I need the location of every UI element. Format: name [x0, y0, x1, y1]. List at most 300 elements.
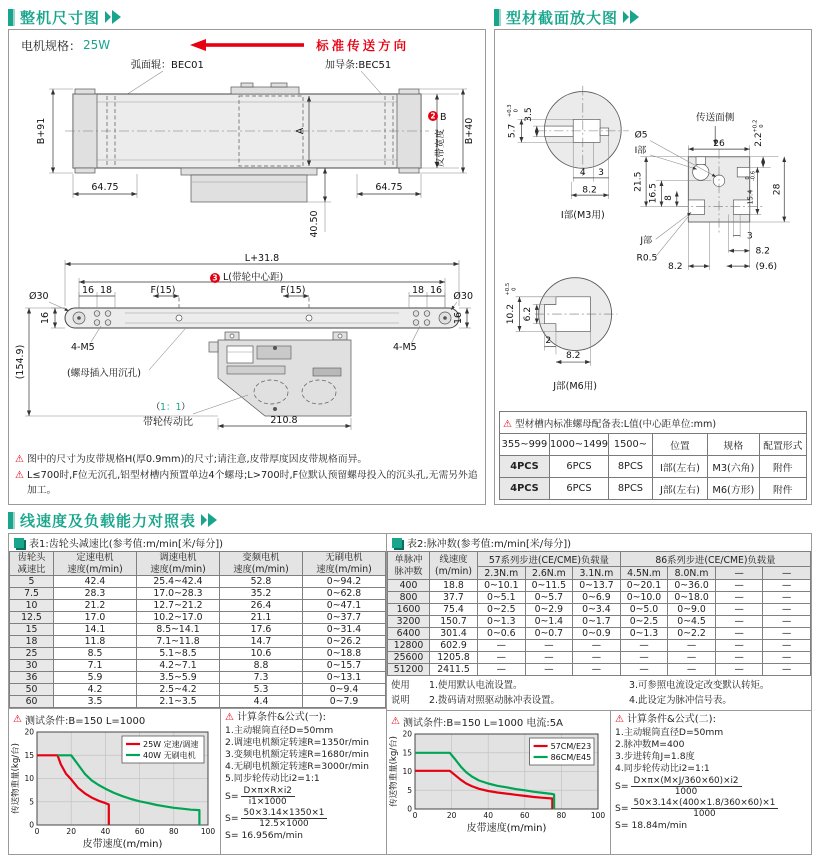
- cell: —: [668, 640, 716, 652]
- svg-text:5: 5: [407, 785, 412, 795]
- cell: 75.4: [430, 604, 478, 616]
- detail-j-label: J部(M6用): [553, 380, 598, 392]
- section-title-overall: 整机尺寸图: [20, 8, 101, 27]
- cell: —: [763, 604, 811, 616]
- tolerance-label: +0.2: [752, 119, 759, 133]
- dim-label: Ø30: [453, 291, 473, 302]
- cell: 0~47.1: [303, 600, 386, 612]
- formula-result: S= 18.84m/min: [615, 820, 688, 832]
- dim-label: R0.5: [636, 253, 658, 264]
- column-header: 配置形式: [759, 434, 806, 456]
- usage-label: 说明: [391, 695, 410, 707]
- cell: 1205.8: [430, 652, 478, 664]
- dim-label: F(15): [150, 285, 176, 296]
- cell: —: [478, 652, 526, 664]
- dim-label: 15.4: [746, 189, 755, 205]
- cell: 0~20.1: [620, 580, 668, 592]
- nut-provision-table: [499, 411, 807, 500]
- table-row: [388, 640, 811, 652]
- section-bar: [8, 512, 13, 529]
- svg-text:15: 15: [402, 748, 412, 758]
- usage-note: 1.使用默认电流设置。: [429, 680, 523, 691]
- dim-label: 64.75: [375, 182, 403, 193]
- cell: 0~5.1: [478, 592, 526, 604]
- dim-label: 16: [453, 311, 464, 325]
- pulley-ratio-value: 1：1: [160, 402, 182, 413]
- svg-text:20: 20: [24, 727, 34, 737]
- chart-svg: [389, 729, 605, 833]
- svg-text:80: 80: [169, 827, 179, 837]
- dimension-lines: [65, 253, 459, 310]
- cell: 36: [10, 672, 54, 684]
- column-header: 单脉冲 脉冲数: [388, 552, 430, 580]
- calc-line: 4.无刷电机额定转速R=3000r/min: [225, 761, 369, 773]
- motor-spec-value: 25W: [83, 38, 111, 52]
- dim-label: 2: [545, 335, 552, 346]
- dim-label: 3: [598, 168, 604, 178]
- dim-label: 4: [579, 168, 586, 178]
- tolerance-label: +0.3: [506, 104, 513, 118]
- cell: 11.8: [54, 636, 137, 648]
- guide-label: 加导条:BEC51: [325, 60, 392, 71]
- svg-text:40: 40: [483, 811, 493, 821]
- svg-text:0: 0: [34, 827, 40, 837]
- dim-label: 8.2: [582, 185, 597, 196]
- calc-line: 4.同步轮传动比i2=1:1: [615, 762, 710, 774]
- cell: 42.4: [54, 576, 137, 588]
- table1-caption: 表1:齿轮头减速比(参考值:m/min[米/每分]): [9, 534, 386, 551]
- column-header: —: [763, 567, 811, 580]
- cell: —: [715, 604, 763, 616]
- profile-drawing-box: [494, 29, 812, 505]
- table1-column: [9, 534, 387, 854]
- column-header: 1000~1499: [549, 434, 608, 456]
- cell: I部(左右): [652, 456, 707, 478]
- column-header: 1500~: [609, 434, 653, 456]
- cell: 4.4: [220, 696, 303, 708]
- pulley-ratio-label: 带轮传动比: [143, 417, 193, 428]
- gear-ratio-table: [9, 551, 386, 708]
- top-row: [8, 5, 812, 505]
- nut-table-body: [500, 456, 807, 500]
- tolerance-label: 0: [759, 124, 766, 128]
- svg-text:20: 20: [446, 811, 457, 821]
- usage-notes: [387, 676, 811, 710]
- column-header: 无刷电机 速度(m/min): [303, 552, 386, 576]
- calc-line: 1.主动辊筒直径D=50mm: [225, 725, 334, 737]
- usage-label: 使用: [391, 680, 410, 691]
- part-j-label: J部: [640, 236, 653, 247]
- formula: S= $\frac{50\times 3.14\times(400\times 1.8/360\times 60)\times 1}{1000}$: [615, 798, 807, 819]
- dim-label: 8.2: [668, 262, 683, 272]
- column-header: 3.1N.m: [573, 567, 621, 580]
- warning-icon: ⚠: [615, 714, 624, 726]
- motor-spec-row: [13, 34, 481, 56]
- cell: 28.3: [54, 588, 137, 600]
- cell: 0~11.5: [525, 580, 573, 592]
- svg-text:40W 无刷电机: 40W 无刷电机: [143, 751, 196, 761]
- dim-label: 16.5: [648, 183, 659, 204]
- dim-label: B: [440, 112, 447, 123]
- cell: —: [715, 664, 763, 676]
- dim-label: 18: [411, 285, 425, 296]
- cell: —: [620, 664, 668, 676]
- double-arrow-icon: [201, 513, 218, 527]
- dim-label: 8.2: [755, 246, 770, 257]
- double-arrow-icon: [623, 10, 640, 24]
- cell: 51200: [388, 664, 430, 676]
- table-row: [500, 456, 807, 478]
- cell: 0~0.7: [525, 628, 573, 640]
- cell: —: [620, 640, 668, 652]
- dim-label: 10.2: [505, 303, 516, 325]
- column-header: —: [715, 567, 763, 580]
- dim-label: 3.5: [524, 107, 535, 122]
- cell: 25: [10, 648, 54, 660]
- overall-drawing-box: [8, 29, 486, 505]
- cell: —: [573, 640, 621, 652]
- cell: 21.1: [220, 612, 303, 624]
- cell: 5: [10, 576, 54, 588]
- cell: —: [525, 664, 573, 676]
- belt-width-label: 皮带宽度: [435, 128, 446, 168]
- cell: 50: [10, 684, 54, 696]
- dim-label: ）: [181, 402, 191, 413]
- profile-cross-section-drawing: [499, 34, 799, 410]
- table2-caption: 表2:脉冲数(参考值:m/min[米/每分]): [387, 534, 811, 551]
- cell: 18: [10, 636, 54, 648]
- cell: 7.3: [220, 672, 303, 684]
- cell: 602.9: [430, 640, 478, 652]
- load-capacity-chart-2: [389, 729, 608, 837]
- cell: 6PCS: [549, 478, 608, 500]
- svg-text:皮带速度(m/min): 皮带速度(m/min): [82, 839, 163, 850]
- svg-text:15: 15: [24, 750, 34, 760]
- dim-label: 40.50: [309, 210, 320, 238]
- cell: M6(方形): [708, 478, 760, 500]
- cell: —: [763, 664, 811, 676]
- dim-label: （: [151, 402, 161, 413]
- profile-section: [494, 5, 812, 505]
- test-condition-2: ⚠ 测试条件:B=150 L=1000 电流:5A: [391, 715, 563, 729]
- cell: 0~15.7: [303, 660, 386, 672]
- cell: —: [715, 592, 763, 604]
- table-row: [10, 624, 386, 636]
- cell: 14.7: [220, 636, 303, 648]
- svg-text:5: 5: [29, 797, 34, 807]
- speed-load-box: [8, 533, 812, 855]
- cell: 301.4: [430, 628, 478, 640]
- table-row: [10, 600, 386, 612]
- table-row: [388, 592, 811, 604]
- dim-label: 16: [81, 285, 95, 296]
- conveyor-side-view-drawing: [13, 252, 475, 438]
- cell: 0~18.8: [303, 648, 386, 660]
- tolerance-label: 0: [511, 287, 518, 291]
- chart2-cell: [387, 711, 611, 854]
- cell: 0~1.7: [573, 616, 621, 628]
- cell: —: [573, 652, 621, 664]
- cell: 0~2.5: [478, 604, 526, 616]
- dim-label: 21.5: [633, 171, 644, 192]
- dim-label: 210.8: [270, 415, 298, 426]
- badge-number: 2: [430, 111, 436, 121]
- dim-label: (154.9): [15, 344, 26, 380]
- cell: —: [478, 640, 526, 652]
- pulse-table: [387, 551, 811, 676]
- table-row: [10, 696, 386, 708]
- dim-label: 18: [99, 285, 113, 296]
- dim-label: B+40: [464, 117, 475, 145]
- svg-text:60: 60: [520, 811, 530, 821]
- left-bottom-row: [9, 708, 386, 855]
- warning-icon: ⚠: [391, 715, 400, 727]
- table-row: [10, 660, 386, 672]
- cell: 30: [10, 660, 54, 672]
- cell: 0~26.2: [303, 636, 386, 648]
- cell: 8.5: [54, 648, 137, 660]
- note-text: 图中的尺寸为皮带规格H(厚0.9mm)的尺寸;请注意,皮带厚度因皮带规格而异。: [26, 454, 368, 466]
- dim-label: B+91: [36, 117, 47, 145]
- cell: 0~4.5: [668, 616, 716, 628]
- cell: —: [715, 652, 763, 664]
- dim-label: 8: [664, 195, 675, 201]
- cell: 8PCS: [609, 456, 653, 478]
- cell: 0~3.4: [573, 604, 621, 616]
- table-row: [10, 648, 386, 660]
- cell: M3(六角): [708, 456, 760, 478]
- table-row: [388, 616, 811, 628]
- table-row: [388, 580, 811, 592]
- note-text: L≤700时,F位无沉孔,铝型材槽内预置单边4个螺母;L>700时,F位默认预留螺母投入的沉头孔,无需另外追加工。: [26, 469, 478, 496]
- section-bar: [8, 9, 13, 26]
- cell: 5.3: [220, 684, 303, 696]
- warning-icon: ⚠: [225, 712, 234, 724]
- cell: 4.2: [54, 684, 137, 696]
- calc-formula-1: [221, 709, 386, 855]
- column-header: 变频电机 速度(m/min): [220, 552, 303, 576]
- svg-text:100: 100: [200, 827, 215, 837]
- cell: —: [573, 664, 621, 676]
- svg-text:10: 10: [24, 774, 34, 784]
- cell: 3200: [388, 616, 430, 628]
- detail-i-label: I部(M3用): [560, 210, 605, 222]
- cell: J部(左右): [652, 478, 707, 500]
- tolerance-label: +0.5: [504, 282, 511, 296]
- cell: 400: [388, 580, 430, 592]
- cell: 0~2.5: [620, 616, 668, 628]
- cell: 150.7: [430, 616, 478, 628]
- calc-line: 2.脉冲数M=400: [615, 739, 685, 751]
- formula: S= $\frac{D\times\pi\times R\times i2}{i1\times 1000}$: [225, 786, 382, 807]
- dim-label: 16: [429, 285, 443, 296]
- cell: 0~0.6: [478, 628, 526, 640]
- usage-note: 2.拨码请对照驱动脉冲表设置。: [429, 695, 560, 707]
- cell: —: [715, 640, 763, 652]
- calc1-title: ⚠ 计算条件&公式(一):: [225, 712, 326, 724]
- cell: 35.2: [220, 588, 303, 600]
- cell: 10.2~17.0: [137, 612, 220, 624]
- formula: S= $\frac{50\times 3.14\times 1350\times 1}{12.5\times 1000}$: [225, 808, 382, 829]
- section-header-profile: [494, 5, 812, 29]
- column-header: 规格: [708, 434, 760, 456]
- cell: 52.8: [220, 576, 303, 588]
- cell: —: [620, 652, 668, 664]
- cell: 0~13.7: [573, 580, 621, 592]
- column-header: 线速度 (m/min): [430, 552, 478, 580]
- column-header: 2.3N.m: [478, 567, 526, 580]
- svg-text:57CM/E23: 57CM/E23: [550, 741, 592, 751]
- cell: 0~9.0: [668, 604, 716, 616]
- cell: 37.7: [430, 592, 478, 604]
- cell: 21.2: [54, 600, 137, 612]
- direction-label: 标准传送方向: [316, 38, 410, 53]
- overall-dimension-section: [8, 5, 486, 505]
- column-header: 8.0N.m: [668, 567, 716, 580]
- cell: 14.1: [54, 624, 137, 636]
- svg-text:86CM/E45: 86CM/E45: [550, 752, 592, 762]
- calc-line: 3.步进转角J=1.8度: [615, 751, 695, 762]
- table-row: [10, 672, 386, 684]
- calc-line: 3.变频电机额定转速R=1680r/min: [225, 749, 369, 761]
- column-header: 2.6N.m: [525, 567, 573, 580]
- cell: 7.5: [10, 588, 54, 600]
- motor-spec-label: 电机规格：: [21, 38, 82, 53]
- cell: 4PCS: [500, 456, 550, 478]
- table-row: [388, 664, 811, 676]
- formula: S= $\frac{D\times\pi\times(M\times J/360\times 60)\times i2}{1000}$: [615, 776, 807, 797]
- cell: —: [763, 592, 811, 604]
- group-header-86: 86系列步进(CE/CME)负载量: [620, 552, 810, 567]
- dim-label: 26: [713, 139, 725, 150]
- dim-label: 4-M5: [71, 342, 95, 353]
- transfer-direction: [190, 36, 409, 54]
- cell: 0~13.1: [303, 672, 386, 684]
- table-row: [388, 604, 811, 616]
- dim-label: Ø5: [634, 130, 648, 141]
- double-arrow-icon: [105, 10, 122, 24]
- cell: 0~9.4: [303, 684, 386, 696]
- calc2-title: ⚠ 计算条件&公式(二):: [615, 714, 716, 726]
- chart-svg: [11, 727, 215, 849]
- cell: 0~18.0: [668, 592, 716, 604]
- detail-i: [507, 86, 629, 221]
- cell: 12.7~21.2: [137, 600, 220, 612]
- calc-formula-2: [611, 711, 811, 854]
- detail-j: [505, 278, 617, 392]
- calc-line: 2.调速电机额定转速R=1350r/min: [225, 737, 369, 749]
- table-row: [10, 588, 386, 600]
- conveying-side-label: 传送面侧: [696, 112, 735, 124]
- svg-text:20: 20: [66, 827, 76, 837]
- cell: —: [668, 652, 716, 664]
- cell: 0~31.4: [303, 624, 386, 636]
- table2-group-header: [388, 552, 811, 567]
- cell: 5.1~8.5: [137, 648, 220, 660]
- cell: —: [715, 580, 763, 592]
- dim-label: L+31.8: [244, 253, 280, 264]
- cell: —: [763, 652, 811, 664]
- table2-column: [387, 534, 811, 854]
- section-title-profile: 型材截面放大图: [506, 8, 619, 27]
- nut-table-caption: ⚠ 型材槽内标准螺母配备表:L值(中心距单位:mm): [500, 412, 807, 434]
- cell: 800: [388, 592, 430, 604]
- warning-icon: ⚠: [15, 454, 24, 466]
- cell: —: [763, 640, 811, 652]
- cell: 5.9: [54, 672, 137, 684]
- main-profile: [633, 111, 790, 272]
- group-header-57: 57系列步进(CE/CME)负载量: [478, 552, 621, 567]
- cell: 0~1.4: [525, 616, 573, 628]
- cell: 25600: [388, 652, 430, 664]
- cell: 0~6.9: [573, 592, 621, 604]
- cell: 0~1.3: [478, 616, 526, 628]
- cell: 0~7.9: [303, 696, 386, 708]
- svg-text:皮带速度(m/min): 皮带速度(m/min): [466, 823, 547, 834]
- warning-icon: ⚠: [15, 469, 24, 481]
- usage-note: 3.可参照电流设定改变默认转矩。: [629, 680, 770, 691]
- dim-label: 64.75: [91, 182, 119, 193]
- formula-result: S= 16.956m/min: [225, 830, 303, 842]
- table1-body: [10, 576, 386, 708]
- section-header-overall: [8, 5, 486, 29]
- cell: 0~5.0: [620, 604, 668, 616]
- cell: 4PCS: [500, 478, 550, 500]
- conveyor-top-view-drawing: [13, 56, 475, 252]
- right-bottom-row: [387, 710, 811, 854]
- cell: 0~37.7: [303, 612, 386, 624]
- dim-label: 5.7: [507, 123, 518, 139]
- table-row: [500, 478, 807, 500]
- section-title-speed: 线速度及负载能力对照表: [20, 511, 197, 530]
- svg-text:40: 40: [100, 827, 111, 837]
- cell: 0~5.7: [525, 592, 573, 604]
- cell: 0~10.0: [620, 592, 668, 604]
- cell: 2.1~3.5: [137, 696, 220, 708]
- table-row: [10, 636, 386, 648]
- cell: 10: [10, 600, 54, 612]
- table-row: [10, 684, 386, 696]
- table-row: [388, 628, 811, 640]
- calc-line: 1.主动辊筒直径D=50mm: [615, 727, 724, 739]
- cell: 26.4: [220, 600, 303, 612]
- badge-number: 3: [212, 273, 218, 283]
- dim-label: L(带轮中心距): [223, 272, 284, 283]
- cell: 0~1.3: [620, 628, 668, 640]
- cell: 17.6: [220, 624, 303, 636]
- cell: 0~0.9: [573, 628, 621, 640]
- cell: 8.5~14.1: [137, 624, 220, 636]
- svg-text:25W 定速/调速: 25W 定速/调速: [143, 740, 199, 750]
- cell: 7.1~11.8: [137, 636, 220, 648]
- dim-label: F(15): [280, 285, 306, 296]
- column-header: 调速电机 速度(m/min): [137, 552, 220, 576]
- green-square-icon: [14, 538, 24, 548]
- cell: 8PCS: [609, 478, 653, 500]
- svg-text:10: 10: [402, 767, 412, 777]
- drawing-notes: [13, 450, 481, 500]
- table-row: [10, 612, 386, 624]
- dim-label: 4-M5: [393, 342, 417, 353]
- svg-text:传送物重量(kg/台): 传送物重量(kg/台): [389, 736, 399, 808]
- tolerance-label: 0: [744, 176, 751, 180]
- dim-label: 2.2: [754, 132, 765, 147]
- svg-text:60: 60: [134, 827, 145, 837]
- cell: 2.5~4.2: [137, 684, 220, 696]
- roller-label: 弧面辊：BEC01: [131, 60, 204, 71]
- dim-label: (9.6): [755, 262, 778, 272]
- cell: 1600: [388, 604, 430, 616]
